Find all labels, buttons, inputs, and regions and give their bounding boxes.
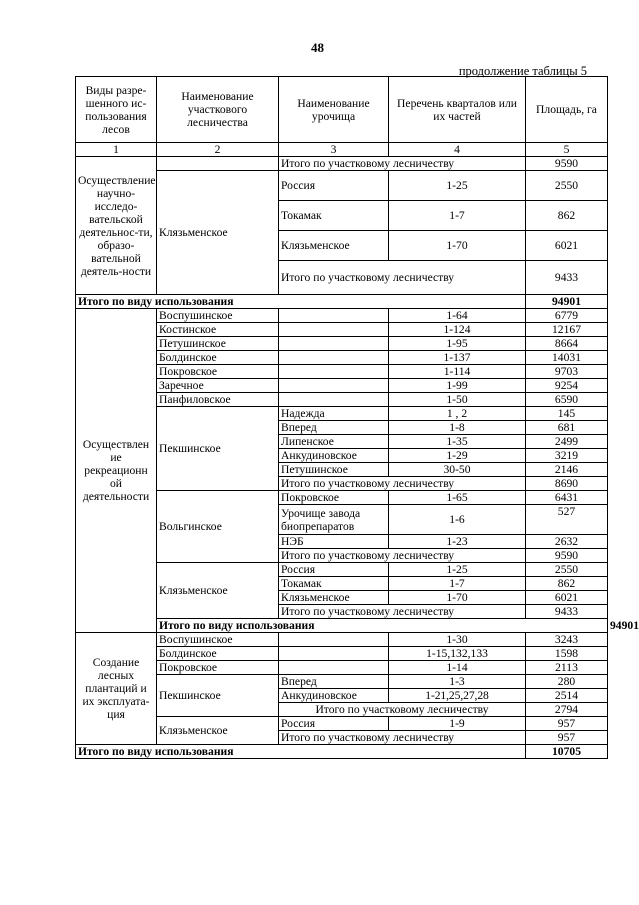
area-value: 862 (526, 577, 608, 591)
empty-cell (279, 351, 389, 365)
tract-name: Липенское (279, 435, 389, 449)
tract-name: Покровское (279, 491, 389, 505)
quarters-value: 1-35 (389, 435, 526, 449)
forestry-name: Болдинское (157, 351, 279, 365)
type-total-row (76, 745, 608, 759)
tract-name: Анкудиновское (279, 449, 389, 463)
area-value: 6021 (526, 231, 608, 261)
quarters-value: 1-29 (389, 449, 526, 463)
page-number: 48 (311, 40, 324, 55)
area-value: 6431 (526, 491, 608, 505)
header-quarters: Перечень кварталов или их частей (389, 77, 526, 143)
column-number: 3 (279, 143, 389, 157)
column-number-row (76, 143, 608, 157)
empty-cell (279, 309, 389, 323)
area-value: 862 (526, 201, 608, 231)
quarters-value: 1-23 (389, 535, 526, 549)
quarters-value: 1-25 (389, 563, 526, 577)
table-row (76, 633, 608, 647)
empty-cell (279, 661, 389, 675)
forestry-name: Клязьменское (157, 171, 279, 295)
area-value: 3219 (526, 449, 608, 463)
quarters-value: 1-7 (389, 201, 526, 231)
forestry-name: Воспушинское (157, 633, 279, 647)
quarters-value: 1-70 (389, 231, 526, 261)
forestry-name: Пекшинское (157, 407, 279, 491)
empty-cell (279, 365, 389, 379)
quarters-value: 1-21,25,27,28 (389, 689, 526, 703)
area-value: 2146 (526, 463, 608, 477)
type-total-row (76, 295, 608, 309)
table-row (76, 157, 608, 171)
quarters-value: 1-25 (389, 171, 526, 201)
use-type-cell: Осуществлен ие рекреационн ой деятельности (76, 309, 157, 633)
area-value: 527 (526, 505, 608, 535)
empty-cell (279, 379, 389, 393)
type-total-label: Итого по виду использования (76, 295, 526, 309)
forestry-total-label: Итого по участковому лесничеству (279, 477, 526, 491)
area-value: 3243 (526, 633, 608, 647)
empty-cell (157, 157, 279, 171)
area-value: 2550 (526, 171, 608, 201)
forestry-total-label: Итого по участковому лесничеству (279, 261, 526, 295)
forestry-total-label: Итого по участковому лесничеству (279, 157, 526, 171)
empty-cell (279, 633, 389, 647)
area-value: 2550 (526, 563, 608, 577)
tract-name: Россия (279, 717, 389, 731)
tract-name: Петушинское (279, 463, 389, 477)
tract-name: Токамак (279, 201, 389, 231)
forestry-name: Петушинское (157, 337, 279, 351)
forest-use-table (75, 76, 639, 759)
quarters-value: 1-137 (389, 351, 526, 365)
empty-cell (279, 393, 389, 407)
area-value: 957 (526, 717, 608, 731)
area-value: 280 (526, 675, 608, 689)
empty-cell (279, 323, 389, 337)
header-tract: Наименование урочища (279, 77, 389, 143)
table-row (76, 309, 608, 323)
forestry-total-label: Итого по участковому лесничеству (279, 549, 526, 563)
type-total-value: 94901 (526, 295, 608, 309)
tract-name: Надежда (279, 407, 389, 421)
forestry-name: Воспушинское (157, 309, 279, 323)
forestry-name: Клязьменское (157, 563, 279, 619)
empty-cell (279, 337, 389, 351)
area-value: 9433 (526, 605, 608, 619)
area-value: 2514 (526, 689, 608, 703)
quarters-value: 1-3 (389, 675, 526, 689)
area-value: 8664 (526, 337, 608, 351)
use-type-cell: Создание лесных плантаций и их эксплуата-ция (76, 633, 157, 745)
quarters-value: 1-8 (389, 421, 526, 435)
use-type-cell: Осуществление научно-исследо-вательской деятельнос-ти, образо-вательной деятель-ности (76, 157, 157, 295)
forestry-name: Пекшинское (157, 675, 279, 717)
area-value: 9703 (526, 365, 608, 379)
column-number: 5 (526, 143, 608, 157)
header-forestry: Наименование участкового лесничества (157, 77, 279, 143)
tract-name: Токамак (279, 577, 389, 591)
header-use-type: Виды разре-шенного ис-пользования лесов (76, 77, 157, 143)
forestry-name: Болдинское (157, 647, 279, 661)
forestry-total-label: Итого по участковому лесничеству (279, 703, 526, 717)
quarters-value: 1-95 (389, 337, 526, 351)
quarters-value: 1-30 (389, 633, 526, 647)
quarters-value: 1-14 (389, 661, 526, 675)
area-value: 957 (526, 731, 608, 745)
tract-name: Вперед (279, 675, 389, 689)
forestry-total-label: Итого по участковому лесничеству (279, 605, 526, 619)
column-number: 1 (76, 143, 157, 157)
area-value: 6590 (526, 393, 608, 407)
area-value: 2794 (526, 703, 608, 717)
type-total-row: Итого по виду использования 94901 (76, 619, 608, 633)
quarters-value: 1-64 (389, 309, 526, 323)
tract-name: Клязьменское (279, 591, 389, 605)
area-value: 2113 (526, 661, 608, 675)
forestry-name: Вольгинское (157, 491, 279, 563)
empty-cell (279, 647, 389, 661)
area-value: 2632 (526, 535, 608, 549)
quarters-value: 1-15,132,133 (389, 647, 526, 661)
area-value: 9590 (526, 157, 608, 171)
quarters-value: 1-124 (389, 323, 526, 337)
area-value: 9254 (526, 379, 608, 393)
quarters-value: 1-6 (389, 505, 526, 535)
forestry-name: Костинское (157, 323, 279, 337)
forestry-name: Клязьменское (157, 717, 279, 745)
type-total-value: 10705 (526, 745, 608, 759)
column-number: 2 (157, 143, 279, 157)
header-area: Площадь, га (526, 77, 608, 143)
tract-name: Урочище завода биопрепаратов (279, 505, 389, 535)
quarters-value: 1-9 (389, 717, 526, 731)
area-value: 6021 (526, 591, 608, 605)
tract-name: Анкудиновское (279, 689, 389, 703)
quarters-value: 1-65 (389, 491, 526, 505)
type-total-label: Итого по виду использования (76, 745, 526, 759)
forestry-name: Покровское (157, 661, 279, 675)
area-value: 9433 (526, 261, 608, 295)
forestry-total-label: Итого по участковому лесничеству (279, 731, 526, 745)
forestry-name: Заречное (157, 379, 279, 393)
forestry-name: Покровское (157, 365, 279, 379)
forestry-name: Панфиловское (157, 393, 279, 407)
area-value: 681 (526, 421, 608, 435)
tract-name: НЭБ (279, 535, 389, 549)
quarters-value: 1-50 (389, 393, 526, 407)
tract-name: Вперед (279, 421, 389, 435)
area-value: 12167 (526, 323, 608, 337)
column-number: 4 (389, 143, 526, 157)
tract-name: Россия (279, 171, 389, 201)
table-continuation-label: продолжение таблицы 5 (458, 64, 587, 78)
area-value: 1598 (526, 647, 608, 661)
quarters-value: 1-7 (389, 577, 526, 591)
tract-name: Россия (279, 563, 389, 577)
quarters-value: 1-114 (389, 365, 526, 379)
quarters-value: 1-99 (389, 379, 526, 393)
area-value: 2499 (526, 435, 608, 449)
area-value: 145 (526, 407, 608, 421)
area-value: 14031 (526, 351, 608, 365)
quarters-value: 1-70 (389, 591, 526, 605)
type-total-label: Итого по виду использования (157, 619, 608, 633)
quarters-value: 30-50 (389, 463, 526, 477)
area-value: 8690 (526, 477, 608, 491)
area-value: 9590 (526, 549, 608, 563)
quarters-value: 1 , 2 (389, 407, 526, 421)
tract-name: Клязьменское (279, 231, 389, 261)
table-header-row (76, 77, 608, 143)
area-value: 6779 (526, 309, 608, 323)
